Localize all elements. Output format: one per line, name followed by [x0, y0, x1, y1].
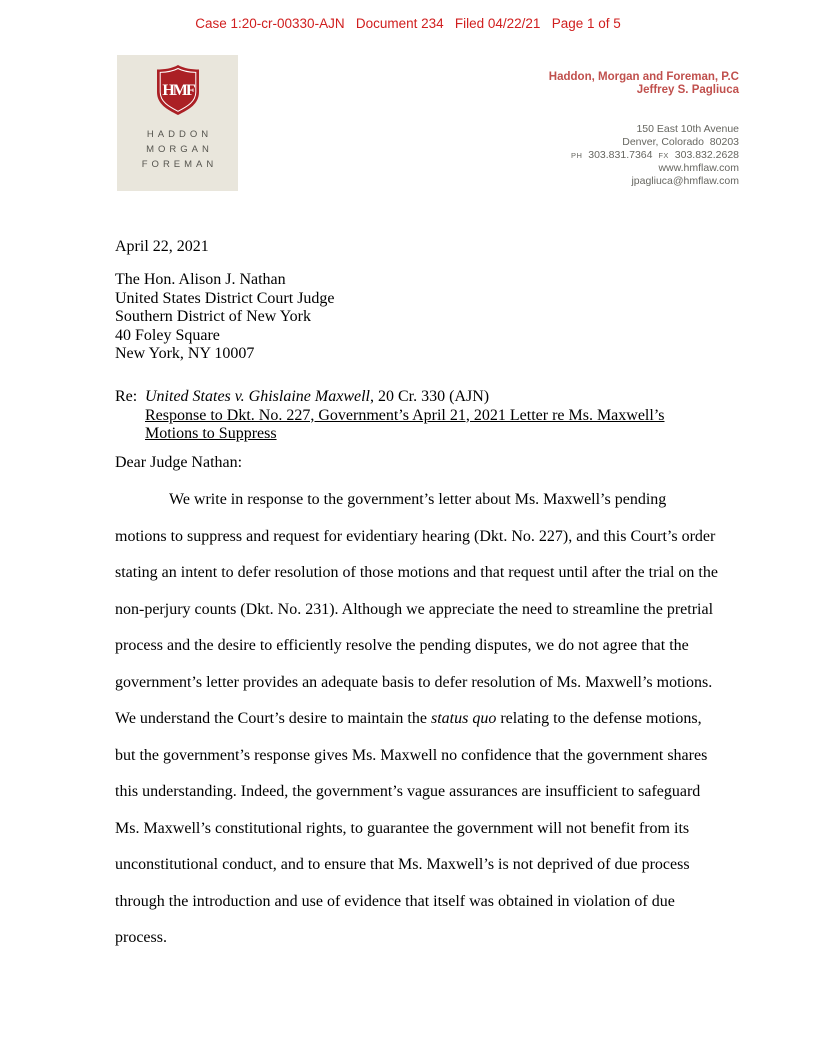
re-content [145, 388, 665, 444]
attorney-name: Jeffrey S. Pagliuca [636, 84, 739, 96]
re-subject-line: Response to Dkt. No. 227, Government’s April 21, 2021 Letter re Ms. Maxwell’s [145, 406, 665, 424]
firm-email: jpagliuca@hmflaw.com [631, 175, 739, 187]
recipient-line: New York, NY 10007 [115, 345, 255, 363]
logo-word-morgan: MORGAN [146, 144, 213, 155]
firm-logo [117, 55, 238, 191]
recipient-line: United States District Court Judge [115, 289, 335, 307]
re-block [115, 388, 665, 444]
logo-word-haddon: HADDON [146, 129, 213, 140]
address-line-city: Denver, Colorado 80203 [622, 136, 739, 148]
re-label: Re: [115, 388, 138, 405]
recipient-line: 40 Foley Square [115, 326, 220, 344]
body-text: We write in response to the government’s letter about Ms. Maxwell’s pending motions to suppress and request for evidentiary hearing (Dkt. No. 227), and this Court’s order stating an intent to defer resolution of those motions and that request until after the trial on the non-perjury counts (Dkt. No. 231). Although we appreciate the need to streamline the pretrial process and the desire to efficiently resolve the pending disputes, we do not agree that the government’s letter provides an adequate basis to defer resolution of Ms. Maxwell’s motions. We understand the Court’s desire to maintain the [115, 491, 718, 727]
fax-label: FX [658, 151, 669, 160]
recipient-line: Southern District of New York [115, 308, 311, 326]
shield-monogram: HMF [161, 82, 194, 99]
re-case-name: United States v. Ghislaine Maxwell [145, 388, 370, 405]
logo-wordmark [138, 127, 218, 172]
phone-fax-line [549, 149, 739, 162]
re-case-line [145, 388, 665, 407]
recipient-line: The Hon. Alison J. Nathan [115, 271, 286, 288]
logo-word-foreman: FOREMAN [141, 159, 218, 170]
body-italic-phrase: status quo [430, 710, 497, 727]
address-line-street: 150 East 10th Avenue [636, 123, 739, 135]
letterhead-right [549, 71, 739, 188]
letter-date: April 22, 2021 [115, 238, 209, 255]
shield-icon [155, 64, 201, 116]
body-text: relating to the defense motions, but the government’s response gives Ms. Maxwell no confidence that the government shares this understanding. Indeed, the government’s vague assurances are insufficient to safeguard Ms. Maxwell’s constitutional rights, to guarantee the government will not benefit from its unconstitutional conduct, and to ensure that Ms. Maxwell’s is not deprived of due process through the introduction and use of evidence that itself was obtained in violation of due process. [115, 710, 708, 946]
phone-number: 303.831.7364 [588, 149, 653, 161]
phone-label: PH [570, 151, 583, 160]
firm-address-block [549, 123, 739, 188]
case-stamp: Case 1:20-cr-00330-AJN Document 234 Filed 04/22/21 Page 1 of 5 [195, 16, 621, 31]
firm-website: www.hmflaw.com [658, 162, 739, 174]
re-case-number: , 20 Cr. 330 (AJN) [370, 388, 490, 405]
re-subject-line: Motions to Suppress [145, 425, 277, 443]
body-paragraph [115, 482, 721, 957]
recipient-block [115, 271, 335, 364]
fax-number: 303.832.2628 [674, 149, 739, 161]
salutation: Dear Judge Nathan: [115, 454, 243, 471]
firm-name: Haddon, Morgan and Foreman, P.C [548, 71, 739, 83]
